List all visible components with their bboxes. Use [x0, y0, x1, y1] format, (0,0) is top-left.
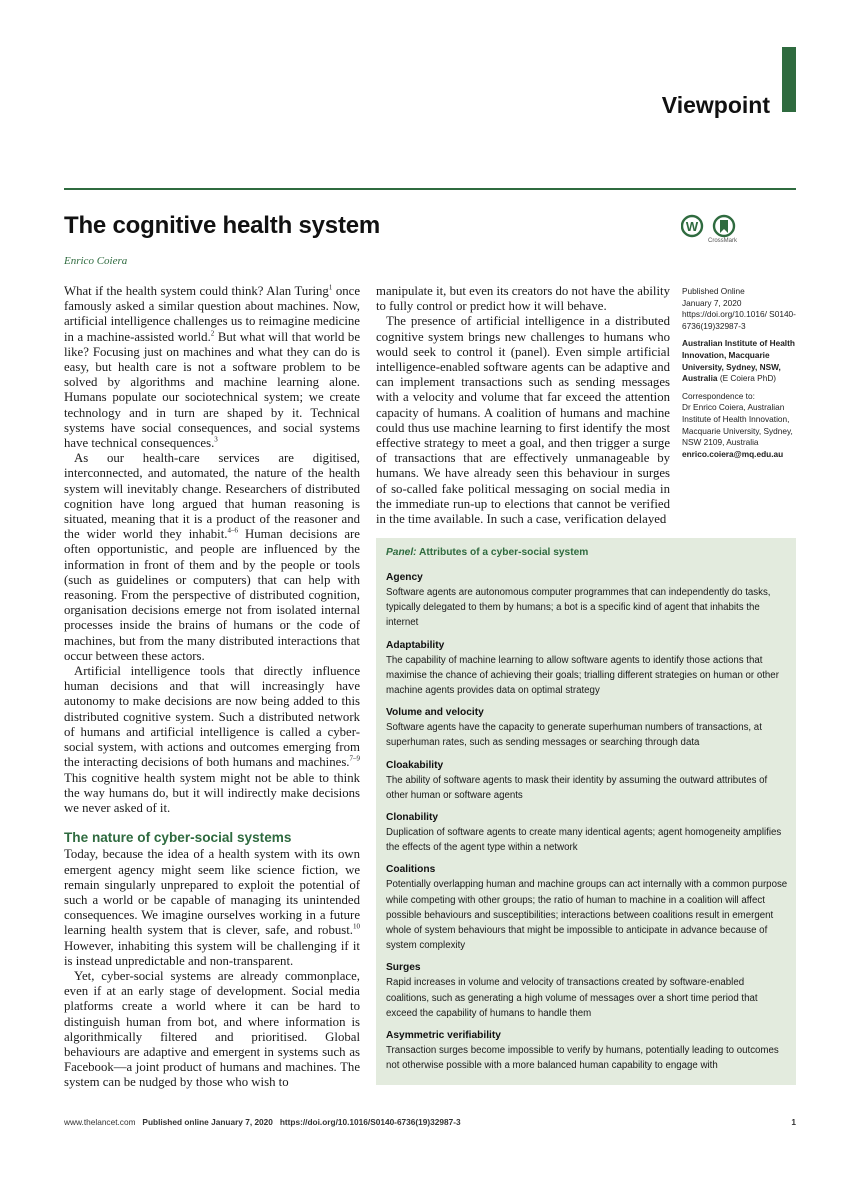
paragraph: The presence of artificial intelligence in a distributed cognitive system brings new challenges to humans who would seek to control it (panel). Even simple artificial intelligence-enabled software agents can be adaptive and can implement transactions such as sending messages with a velocity and volume that far exceed the attention capacity of humans. A coalition of humans and machine could thus use machine learning to first identify the most effective strategy to meet a goal, and then trigger a surge of transactions that are effectively unmanageable by humans. We have already seen this behaviour in surges of so-called fake political messaging on social media in the immediate run-up to elections that cannot be verified in the time available. In such a case, verification delayed	[376, 314, 670, 527]
paragraph: Artificial intelligence tools that directly influence human decisions and that will increasingly have autonomy to make decisions are now being added to this distributed cognitive system. Such a distributed network of humans and artificial intelligence is called a cyber-social system, with actions and outcomes emerging from the interacting decisions of both humans and machines.$^{7-9}$ This cognitive health system might not be able to think the way humans do, but it will indirectly make decisions we never asked of it.	[64, 664, 360, 815]
email-link[interactable]: enrico.coiera@mq.edu.au	[682, 448, 784, 459]
panel-items	[386, 570, 788, 1080]
crossmark-label: CrossMark	[708, 238, 738, 244]
attributes-panel	[376, 538, 796, 1085]
footer-published: Published online January 7, 2020	[142, 1117, 273, 1127]
correspondence: Correspondence to: Dr Enrico Coiera, Australian Institute of Health Innovation, Macquarie University, Sydney, NSW 2109, Australia enrico.coiera@mq.edu.au	[682, 390, 793, 459]
panel-item-heading: Asymmetric verifiability	[386, 1030, 501, 1042]
article-author: Enrico Coiera	[64, 255, 128, 267]
paragraph: As our health-care services are digitised, interconnected, and automated, the nature of the health system will inevitably change. Researchers of distributed cognition have long argued that human reasoning is situated, meaning that it is a product of the reasoner and the wider world they inhabit.$^{4-6}$ Human decisions are often opportunistic, and people are influenced by the information in front of them and by the people or tools (such as guidelines or computers) that can help with reasoning. From the perspective of distributed cognition, organisation decisions emerge not from isolated internal processes inside the brains of humans or the code of machines, but from the many distributed interactions that occur between these actors.	[64, 451, 360, 663]
panel-item-text: Duplication of software agents to create many identical agents; agent homogeneity amplifies the effects of the agent type within a network	[386, 827, 782, 854]
affiliation: Australian Institute of Health Innovation, Macquarie University, Sydney, NSW, Australia (E Coiera PhD)	[682, 338, 795, 384]
footer-site-link[interactable]: www.thelancet.com	[64, 1117, 136, 1127]
panel-item	[386, 705, 788, 750]
panel-item-heading: Clonability	[386, 812, 439, 824]
paragraph: Yet, cyber-social systems are already commonplace, even if at an early stage of development. Social media platforms create a world where it can be hard to distinguish human from bot, and where information is algorithmically filtered and prioritised. Global behaviours are adaptive and emergent in systems such as Facebook—a joint product of humans and machines. The system can be nudged by those who wish to	[64, 968, 360, 1090]
panel-item-text: Transaction surges become impossible to verify by humans, potentially leading to outcomes not otherwise possible with a more balanced human capability to engage with	[386, 1045, 779, 1072]
panel-item-heading: Surges	[386, 962, 421, 974]
panel-item	[386, 570, 788, 631]
section-subheading: The nature of cyber-social systems	[64, 830, 292, 846]
section-color-bar	[782, 47, 796, 112]
svg-text:W: W	[685, 219, 699, 234]
paragraph: manipulate it, but even its creators do not have the ability to fully control or predict how it will behave.	[376, 284, 670, 314]
section-label: Viewpoint	[661, 92, 770, 118]
panel-item-text: Potentially overlapping human and machine groups can act internally with a common purpose while competing with other groups; the ratio of human to machine in a coalition will affect possible behaviours and susceptibilities; interactions between coalitions result in emergent whole of system behaviours that might be impossible to anticipate in advance because of system complexity	[386, 879, 788, 952]
doi-link[interactable]: https://doi.org/10.1016/ S0140-6736(19)32987-3	[682, 309, 796, 331]
panel-item-text: The ability of software agents to mask their identity by assuming the outward attributes of other human or software agents	[386, 774, 768, 801]
panel-item-text: Software agents have the capacity to generate superhuman numbers of transactions, at superhuman rates, such as sending messages or searching through data	[386, 722, 762, 749]
paragraph: What if the health system could think? Alan Turing$^1$ once famously asked a similar question about machines. Now, artificial intelligence challenges us to reimagine medicine in a machine-assisted world.$^2$ But what will that world be like? Focusing just on machines and what they can do is easy, but health care is not a software problem to be solved by algorithms and machine learning alone. Humans populate our sociotechnical system; we create technology and in turn are shaped by it. Technical systems have social consequences, and social systems have technical consequences.$^3$	[64, 283, 361, 451]
page-number: 1	[791, 1117, 796, 1127]
article-title: The cognitive health system	[64, 212, 381, 239]
badges	[681, 214, 739, 248]
sidebar-notes	[682, 286, 798, 466]
panel-item	[386, 1028, 788, 1073]
footer-doi-link[interactable]: https://doi.org/10.1016/S0140-6736(19)32987-3	[279, 1117, 461, 1127]
panel-item-heading: Volume and velocity	[386, 707, 484, 719]
body-column-2	[376, 284, 670, 527]
page-footer	[64, 1117, 796, 1127]
panel-item	[386, 758, 788, 803]
panel-item-text: The capability of machine learning to allow software agents to identify those actions that maximise the chance of achieving their goals; trialling different strategies on human or other machine agents provides data on optimal strategy	[386, 654, 779, 697]
panel-item	[386, 960, 788, 1021]
publication-info: Published Online January 7, 2020 https://doi.org/10.1016/ S0140-6736(19)32987-3	[682, 286, 796, 331]
panel-title: Panel: Attributes of a cyber-social system	[386, 547, 589, 558]
panel-item-heading: Cloakability	[386, 759, 444, 771]
panel-item-heading: Adaptability	[386, 639, 445, 651]
paragraph: Today, because the idea of a health system with its own emergent agency might seem like science fiction, we remain singularly unprepared to exploit the potential of such a world or be capable of managing its unintended consequences. We imagine ourselves working in a future learning health system that is clever, safe, and robust.$^{10}$ However, inhabiting this system will be challenging if it is instead unpredictable and non-transparent.	[64, 847, 360, 968]
panel-item-text: Rapid increases in volume and velocity of transactions created by software-enabled coalitions, such as generating a high volume of messages over a short time period that exceed the capability of humans to handle them	[386, 977, 758, 1019]
panel-item-text: Software agents are autonomous computer programmes that can independently do tasks, typically delegated to them by humans; a bot is a specific kind of agent that inhabits the internet	[386, 587, 771, 629]
body-column-1	[64, 284, 360, 1091]
panel-item	[386, 862, 788, 953]
header-rule	[64, 188, 796, 190]
panel-item	[386, 810, 788, 855]
panel-item	[386, 638, 788, 699]
panel-item-heading: Coalitions	[386, 864, 436, 876]
panel-item-heading: Agency	[386, 572, 423, 583]
